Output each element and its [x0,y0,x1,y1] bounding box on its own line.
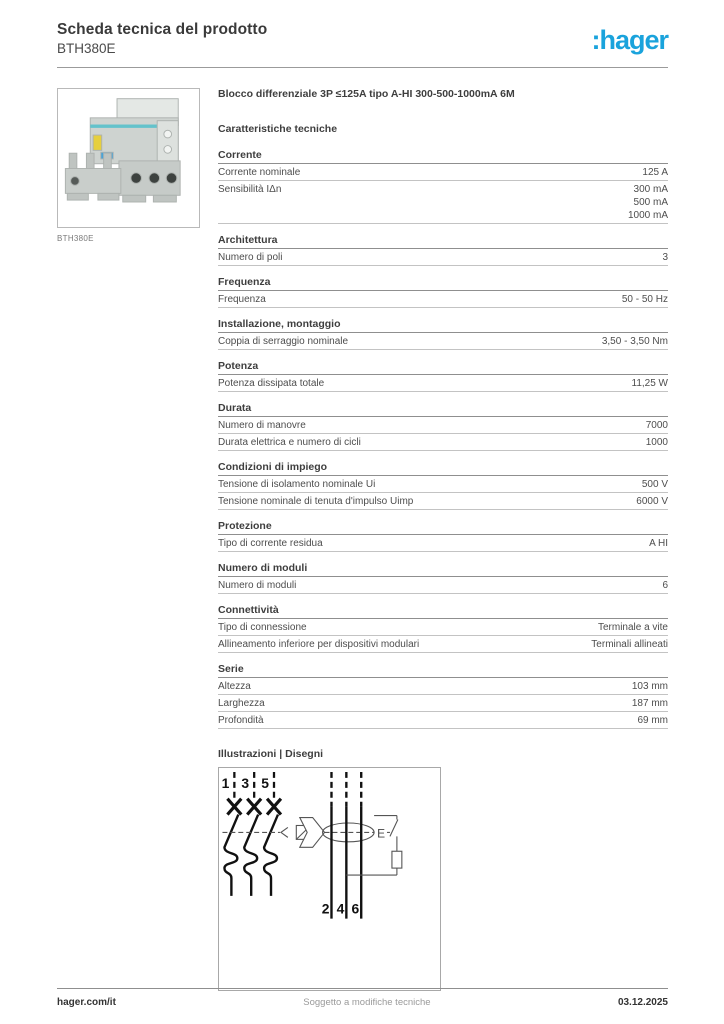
page-header [57,0,668,56]
spec-value: A HI [649,537,668,549]
header-divider [57,67,668,68]
spec-label: Frequenza [218,293,266,305]
spec-row [218,333,668,350]
spec-value: 3 [662,251,668,263]
spec-row [218,619,668,636]
spec-section [218,276,668,308]
terminal-label-3: 3 [241,774,250,791]
section-rows [218,375,668,392]
test-button-label: E [377,826,385,841]
hager-logo: :hager [591,25,668,55]
terminal-label-4: 4 [336,900,345,917]
spec-sections [218,149,668,729]
footer-disclaimer: Soggetto a modifiche tecniche [303,997,431,1008]
spec-section [218,149,668,224]
section-rows [218,577,668,594]
section-rows [218,249,668,266]
wiring-diagram [219,768,440,990]
spec-label: Profondità [218,714,264,726]
spec-row [218,181,668,224]
product-photo [61,92,196,224]
spec-label: Tensione di isolamento nominale Ui [218,478,376,490]
spec-value: 69 mm [637,714,668,726]
spec-row [218,417,668,434]
terminal-label-6: 6 [351,900,360,917]
spec-section [218,360,668,392]
spec-value: 3,50 - 3,50 Nm [601,335,668,347]
spec-section [218,562,668,594]
spec-row [218,636,668,653]
spec-row [218,493,668,510]
spec-value: 300 mA 500 mA 1000 mA [627,183,668,221]
terminal-label-2: 2 [321,900,330,917]
spec-row [218,249,668,266]
spec-section [218,520,668,552]
section-heading: Architettura [218,234,668,249]
spec-section [218,461,668,510]
spec-section [218,318,668,350]
section-heading: Installazione, montaggio [218,318,668,333]
spec-value: 125 A [642,166,668,178]
section-rows [218,333,668,350]
section-rows [218,678,668,729]
spec-section [218,663,668,729]
spec-label: Numero di moduli [218,579,297,591]
spec-row [218,164,668,181]
section-rows [218,476,668,510]
header-titles [57,21,267,56]
content [57,88,668,991]
section-heading: Connettività [218,604,668,619]
spec-label: Potenza dissipata totale [218,377,325,389]
spec-row [218,375,668,392]
terminal-label-1: 1 [221,774,230,791]
spec-value: 187 mm [631,697,668,709]
right-column [218,88,668,991]
spec-label: Corrente nominale [218,166,301,178]
spec-row [218,577,668,594]
product-name: Blocco differenziale 3P ≤125A tipo A-HI 300-500-1000mA 6M [218,88,515,100]
product-code: BTH380E [57,41,116,56]
section-rows [218,535,668,552]
product-image-frame [57,88,200,228]
section-heading: Protezione [218,520,668,535]
spec-row [218,712,668,729]
spec-value: 103 mm [631,680,668,692]
spec-label: Coppia di serraggio nominale [218,335,349,347]
spec-value: 1000 [645,436,668,448]
spec-label: Tipo di corrente residua [218,537,323,549]
spec-value: Terminale a vite [597,621,668,633]
test-circuit [346,816,402,875]
section-rows [218,164,668,224]
spec-row [218,476,668,493]
spec-value: 11,25 W [631,377,668,389]
phase-conductors [331,772,361,919]
spec-label: Altezza [218,680,251,692]
spec-row [218,291,668,308]
section-rows [218,291,668,308]
spec-row [218,434,668,451]
spec-row [218,695,668,712]
spec-label: Tipo di connessione [218,621,307,633]
section-heading: Condizioni di impiego [218,461,668,476]
footer-website-link[interactable]: hager.com/it [57,997,116,1008]
spec-row [218,678,668,695]
spec-label: Numero di manovre [218,419,306,431]
spec-label: Tensione nominale di tenuta d'impulso Uimp [218,495,414,507]
wiring-diagram-frame [218,767,441,991]
spec-label: Numero di poli [218,251,283,263]
spec-value: 500 V [641,478,668,490]
spec-label: Durata elettrica e numero di cicli [218,436,361,448]
terminal-label-5: 5 [261,774,269,791]
characteristics-title: Caratteristiche tecniche [218,123,338,135]
spec-value: 50 - 50 Hz [621,293,668,305]
switch-blades [224,815,278,896]
section-heading: Frequenza [218,276,668,291]
spec-value: 6000 V [636,495,668,507]
section-heading: Potenza [218,360,668,375]
contact-x-icons [227,799,281,815]
section-heading: Numero di moduli [218,562,668,577]
illustrations-heading: Illustrazioni | Disegni [218,748,324,760]
spec-label: Allineamento inferiore per dispositivi modulari [218,638,420,650]
spec-row [218,535,668,552]
section-rows [218,619,668,653]
spec-section [218,402,668,451]
spec-label: Sensibilità IΔn [218,183,282,195]
spec-section [218,234,668,266]
spec-label: Larghezza [218,697,265,709]
product-image-caption: BTH380E [57,234,94,243]
page-footer [57,988,668,1008]
section-rows [218,417,668,451]
spec-value: 7000 [645,419,668,431]
page-title: Scheda tecnica del prodotto [57,21,268,38]
trip-linkage [222,818,324,848]
section-heading: Serie [218,663,668,678]
left-column [57,88,200,991]
footer-date: 03.12.2025 [617,997,668,1008]
section-heading: Corrente [218,149,668,164]
section-heading: Durata [218,402,668,417]
spec-value: 6 [662,579,668,591]
spec-value: Terminali allineati [591,638,668,650]
spec-section [218,604,668,653]
datasheet-page [57,0,668,991]
